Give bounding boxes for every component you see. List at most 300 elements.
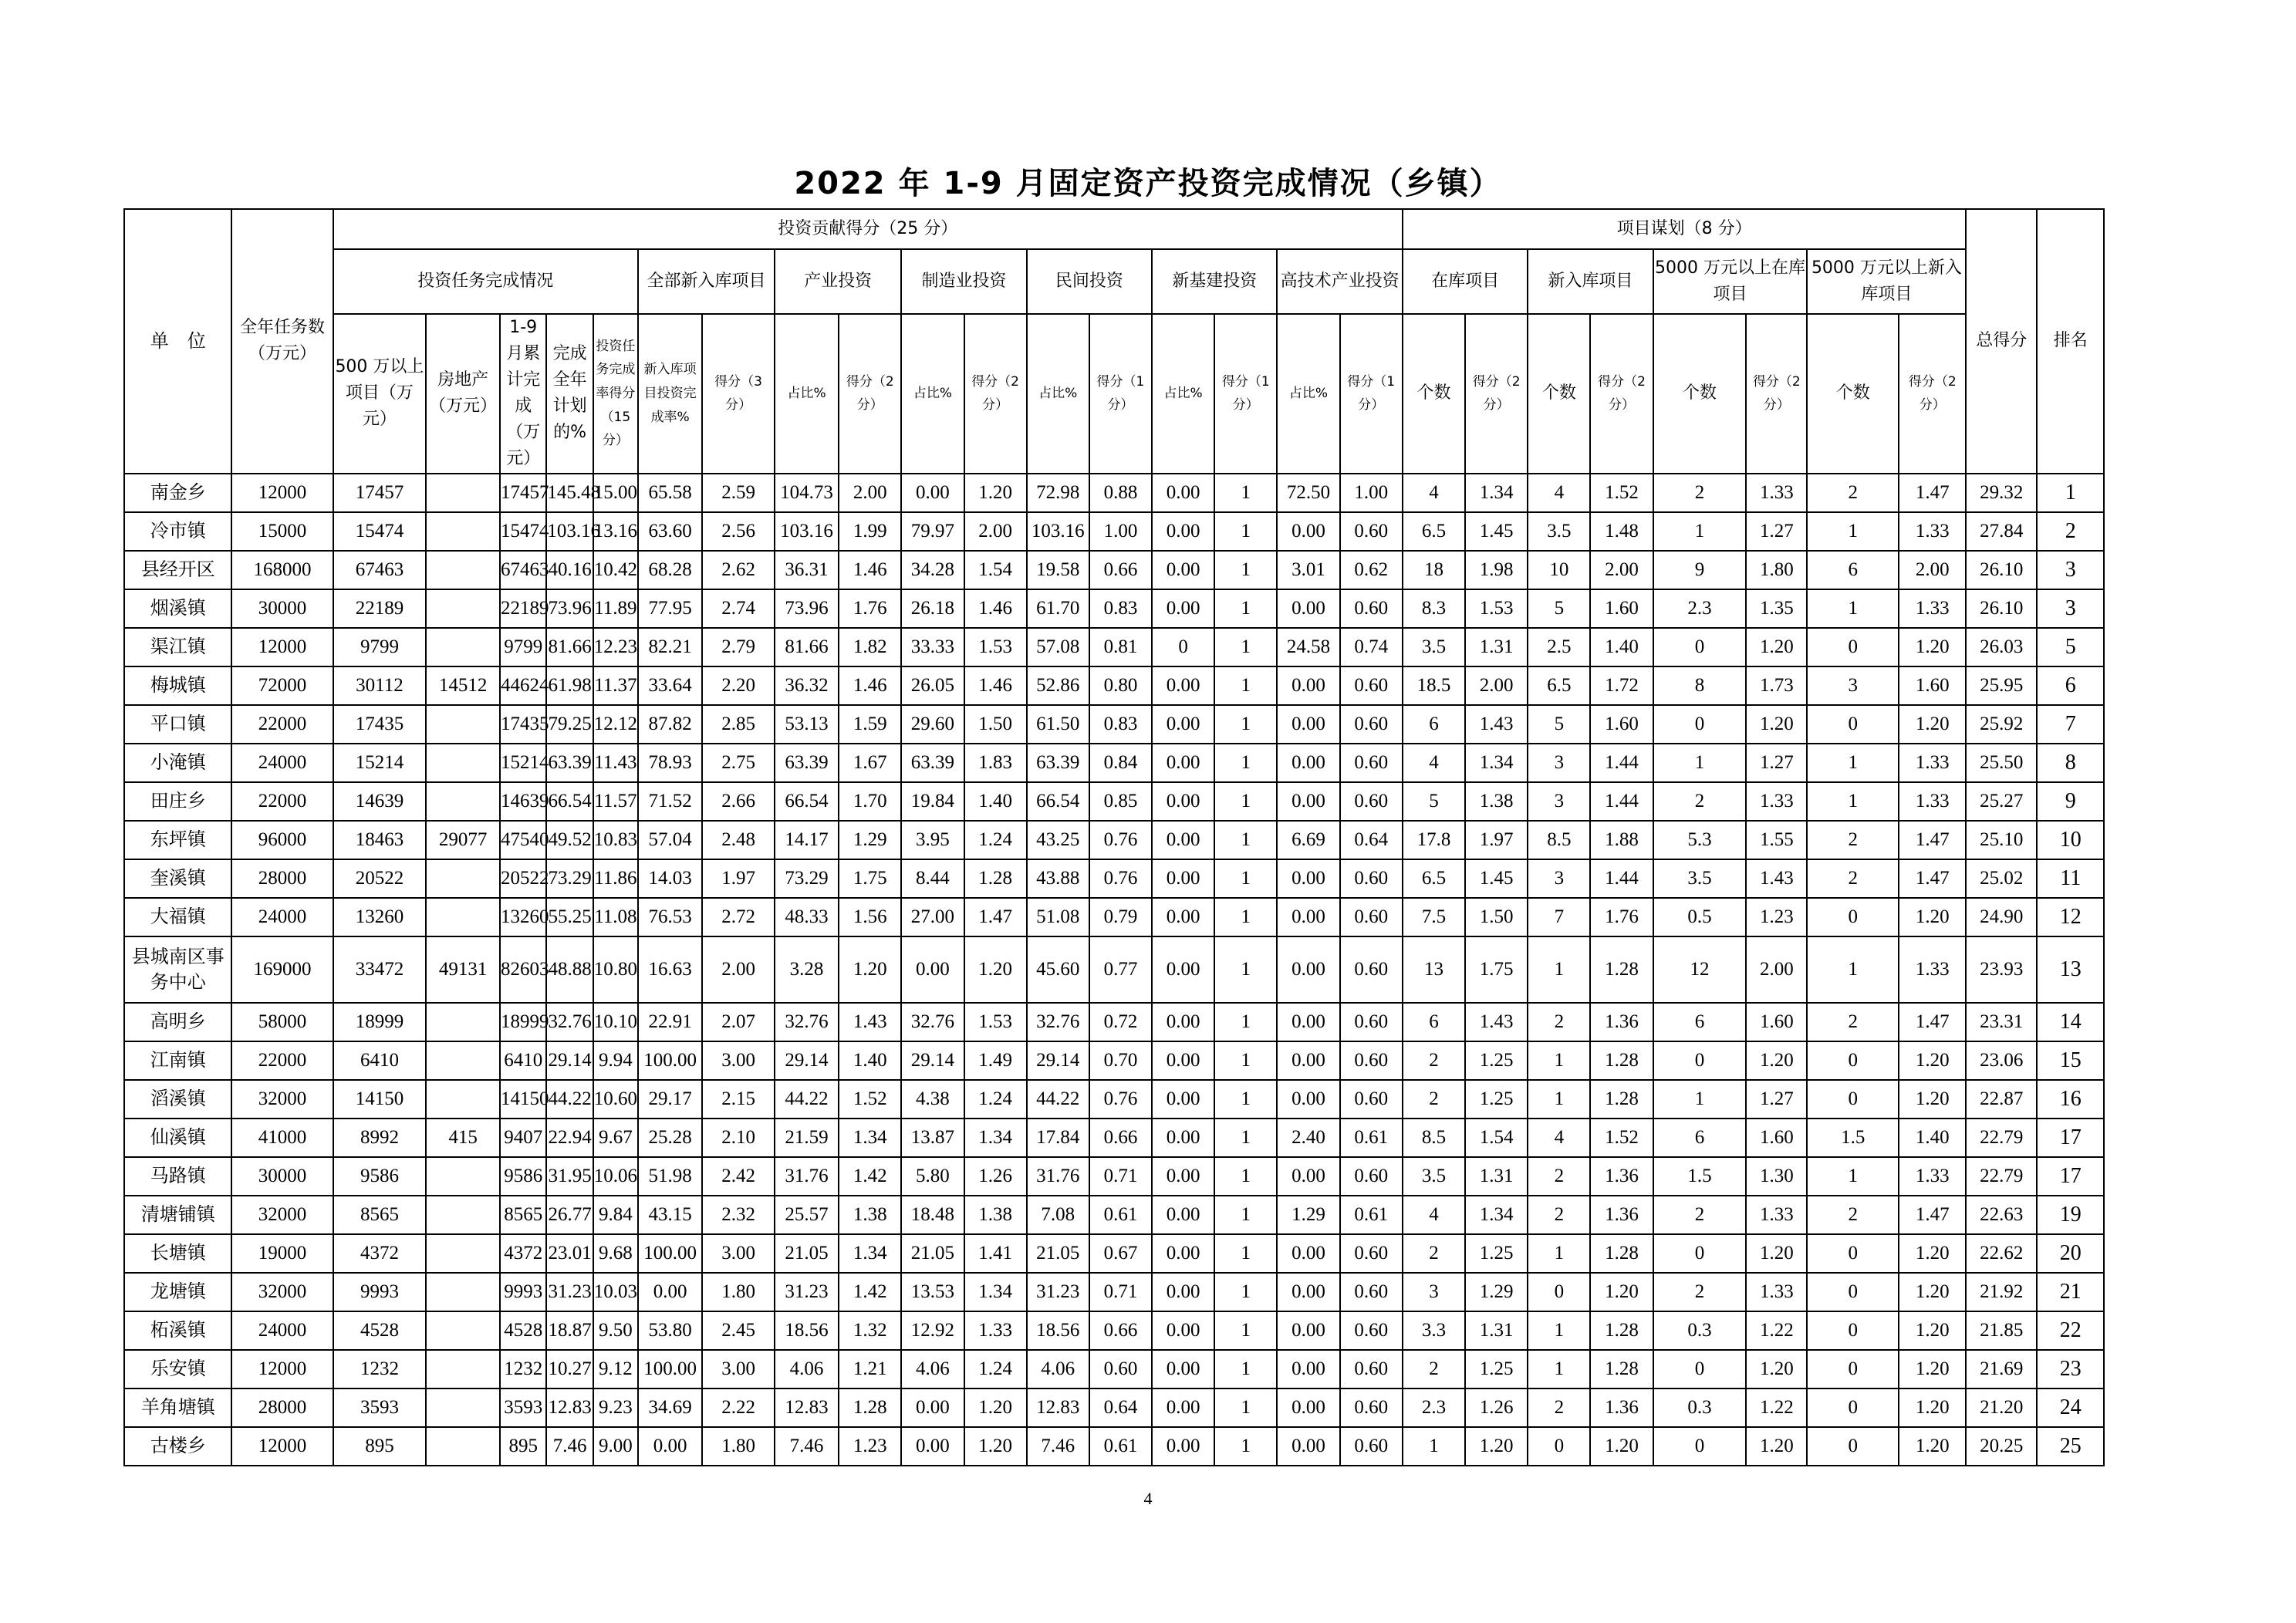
- header-manufacturing-score: 得分（2 分）: [964, 314, 1027, 474]
- table-cell: 0: [1807, 1234, 1899, 1273]
- table-cell: 9.00: [593, 1427, 638, 1466]
- table-row: [124, 821, 2172, 859]
- table-cell: 21.59: [775, 1119, 839, 1157]
- table-cell: 1.60: [1590, 705, 1653, 744]
- table-cell: 72000: [231, 666, 333, 705]
- rank-cell: 6: [2037, 666, 2104, 705]
- table-body: [124, 474, 2172, 1466]
- unit-name-cell: 烟溪镇: [124, 589, 231, 628]
- table-cell: 1.33: [1899, 782, 1966, 821]
- table-cell: 0.00: [1152, 512, 1214, 551]
- table-cell: 14150: [333, 1080, 427, 1119]
- unit-name-cell: 清塘铺镇: [124, 1196, 231, 1234]
- table-cell: 1.38: [839, 1196, 901, 1234]
- table-cell: [426, 551, 500, 589]
- table-cell: 1.47: [1899, 859, 1966, 898]
- header-above-5m: 500 万以上项目（万元）: [333, 314, 427, 474]
- unit-name-cell: 古楼乡: [124, 1427, 231, 1466]
- header-industry-score: 得分（2 分）: [839, 314, 901, 474]
- table-cell: 100.00: [638, 1041, 702, 1080]
- table-cell: 29.32: [1966, 474, 2037, 512]
- table-cell: 2.85: [702, 705, 775, 744]
- table-cell: 0: [1807, 1311, 1899, 1350]
- table-row: [124, 589, 2172, 628]
- table-cell: 4.06: [901, 1350, 964, 1388]
- table-cell: 0.84: [1089, 744, 1152, 782]
- rank-cell: 3: [2037, 589, 2104, 628]
- header-manufacturing: 制造业投资: [901, 249, 1026, 314]
- table-cell: 895: [500, 1427, 546, 1466]
- table-cell: 0.72: [1089, 1003, 1152, 1041]
- table-cell: 48.33: [775, 898, 839, 936]
- table-cell: 2.10: [702, 1119, 775, 1157]
- table-cell: 21.05: [901, 1234, 964, 1273]
- table-cell: 0.76: [1089, 821, 1152, 859]
- table-cell: 1.20: [1899, 1234, 1966, 1273]
- table-cell: 0.00: [1152, 1427, 1214, 1466]
- table-cell: 1.53: [1465, 589, 1528, 628]
- table-cell: 17457: [500, 474, 546, 512]
- table-cell: 49.52: [546, 821, 593, 859]
- header-industry-share: 占比%: [775, 314, 839, 474]
- table-cell: 6.69: [1277, 821, 1339, 859]
- table-cell: 53.13: [775, 705, 839, 744]
- table-cell: 9.50: [593, 1311, 638, 1350]
- table-cell: 3: [1528, 782, 1590, 821]
- table-cell: 12000: [231, 474, 333, 512]
- header-new-in-db-count: 个数: [1528, 314, 1590, 474]
- table-cell: 43.25: [1027, 821, 1089, 859]
- table-cell: 0.00: [1277, 1041, 1339, 1080]
- table-cell: 0.00: [901, 936, 964, 1003]
- table-cell: 28000: [231, 859, 333, 898]
- table-cell: 1: [1214, 936, 1277, 1003]
- table-cell: 1: [1807, 782, 1899, 821]
- table-cell: 1: [1214, 859, 1277, 898]
- table-cell: 14639: [500, 782, 546, 821]
- table-cell: 23.93: [1966, 936, 2037, 1003]
- table-cell: 1.34: [839, 1234, 901, 1273]
- table-cell: 10.42: [593, 551, 638, 589]
- table-cell: 10.10: [593, 1003, 638, 1041]
- table-cell: 1.54: [1465, 1119, 1528, 1157]
- table-cell: 0.00: [1152, 551, 1214, 589]
- table-cell: 13.16: [593, 512, 638, 551]
- table-cell: 2.15: [702, 1080, 775, 1119]
- table-cell: [426, 1350, 500, 1388]
- table-cell: 1.52: [839, 1080, 901, 1119]
- table-cell: 21.92: [1966, 1273, 2037, 1311]
- table-cell: 1.50: [1465, 898, 1528, 936]
- unit-name-cell: 冷市镇: [124, 512, 231, 551]
- table-cell: 1.47: [1899, 474, 1966, 512]
- table-cell: 1.35: [1746, 589, 1807, 628]
- table-row: [124, 1003, 2172, 1041]
- table-cell: 7.08: [1027, 1196, 1089, 1234]
- table-cell: 3.5: [1403, 628, 1465, 666]
- table-cell: [426, 898, 500, 936]
- table-cell: 1.28: [1590, 1311, 1653, 1350]
- table-cell: 3.5: [1528, 512, 1590, 551]
- rank-cell: 17: [2037, 1157, 2104, 1196]
- table-cell: 5.3: [1653, 821, 1747, 859]
- table-cell: 29.14: [546, 1041, 593, 1080]
- table-cell: 29077: [426, 821, 500, 859]
- table-cell: 1.60: [1746, 1119, 1807, 1157]
- table-cell: 12.83: [546, 1388, 593, 1427]
- table-cell: 14.03: [638, 859, 702, 898]
- table-cell: 0.00: [1152, 1041, 1214, 1080]
- table-cell: 7: [1528, 898, 1590, 936]
- table-cell: 9799: [500, 628, 546, 666]
- table-cell: 0.00: [1277, 666, 1339, 705]
- table-cell: 0: [1807, 1350, 1899, 1388]
- table-cell: 13.87: [901, 1119, 964, 1157]
- table-cell: 52.86: [1027, 666, 1089, 705]
- table-cell: 87.82: [638, 705, 702, 744]
- unit-name-cell: 平口镇: [124, 705, 231, 744]
- table-cell: 31.23: [546, 1273, 593, 1311]
- header-hightech: 高技术产业投资: [1277, 249, 1403, 314]
- header-total: 总得分: [1966, 209, 2037, 474]
- table-cell: 20.25: [1966, 1427, 2037, 1466]
- table-cell: 0.70: [1089, 1041, 1152, 1080]
- table-cell: 3.00: [702, 1350, 775, 1388]
- table-cell: 0.00: [1277, 1157, 1339, 1196]
- table-cell: 43.88: [1027, 859, 1089, 898]
- unit-name-cell: 龙塘镇: [124, 1273, 231, 1311]
- table-row: [124, 1427, 2172, 1466]
- rank-cell: 21: [2037, 1273, 2104, 1311]
- table-cell: 0: [1807, 898, 1899, 936]
- table-cell: 40.16: [546, 551, 593, 589]
- table-cell: 22189: [333, 589, 427, 628]
- table-cell: 6.5: [1403, 859, 1465, 898]
- table-cell: 1.25: [1465, 1350, 1528, 1388]
- table-cell: 18.48: [901, 1196, 964, 1234]
- table-cell: 1: [1528, 936, 1590, 1003]
- table-cell: 1.20: [1899, 1273, 1966, 1311]
- table-cell: 2.74: [702, 589, 775, 628]
- table-cell: 0.00: [1277, 589, 1339, 628]
- table-cell: 1: [1528, 1080, 1590, 1119]
- table-cell: 67463: [500, 551, 546, 589]
- table-cell: 10.27: [546, 1350, 593, 1388]
- table-cell: 22000: [231, 782, 333, 821]
- table-cell: 6410: [500, 1041, 546, 1080]
- table-cell: 6: [1403, 705, 1465, 744]
- header-new-db-rate: 新入库项目投资完成率%: [638, 314, 702, 474]
- header-new-infra-share: 占比%: [1152, 314, 1214, 474]
- table-cell: 1.28: [964, 859, 1027, 898]
- table-cell: 25.50: [1966, 744, 2037, 782]
- table-cell: 5: [1528, 589, 1590, 628]
- table-cell: 0: [1528, 1273, 1590, 1311]
- table-cell: 1: [1807, 1157, 1899, 1196]
- table-cell: 17435: [500, 705, 546, 744]
- table-cell: 1.26: [1465, 1388, 1528, 1427]
- table-cell: 18.87: [546, 1311, 593, 1350]
- header-big-in-db-count: 个数: [1653, 314, 1747, 474]
- table-cell: 0: [1807, 705, 1899, 744]
- table-cell: 1.53: [964, 628, 1027, 666]
- table-cell: 3: [1528, 859, 1590, 898]
- rank-cell: 22: [2037, 1311, 2104, 1350]
- table-cell: 2.56: [702, 512, 775, 551]
- table-cell: 2: [1403, 1350, 1465, 1388]
- table-cell: [426, 589, 500, 628]
- table-cell: 0.85: [1089, 782, 1152, 821]
- table-cell: 1.20: [1746, 1350, 1807, 1388]
- table-cell: 3593: [500, 1388, 546, 1427]
- table-cell: 6.5: [1528, 666, 1590, 705]
- table-cell: 1.21: [839, 1350, 901, 1388]
- table-cell: 1.24: [964, 821, 1027, 859]
- table-cell: 66.54: [546, 782, 593, 821]
- table-cell: 4.06: [1027, 1350, 1089, 1388]
- table-cell: 1.5: [1653, 1157, 1747, 1196]
- unit-name-cell: 滔溪镇: [124, 1080, 231, 1119]
- table-cell: 2: [1403, 1041, 1465, 1080]
- table-cell: [426, 859, 500, 898]
- table-cell: 1.40: [839, 1041, 901, 1080]
- table-cell: 14512: [426, 666, 500, 705]
- table-cell: 12: [1653, 936, 1747, 1003]
- table-cell: 895: [333, 1427, 427, 1466]
- table-cell: 1.33: [1899, 589, 1966, 628]
- table-cell: 51.08: [1027, 898, 1089, 936]
- table-cell: 66.54: [775, 782, 839, 821]
- table-cell: 0.71: [1089, 1273, 1152, 1311]
- table-cell: 103.16: [546, 512, 593, 551]
- table-cell: 2.48: [702, 821, 775, 859]
- table-cell: 44.22: [775, 1080, 839, 1119]
- table-cell: 25.95: [1966, 666, 2037, 705]
- unit-name-cell: 小淹镇: [124, 744, 231, 782]
- table-cell: 1.20: [1899, 1388, 1966, 1427]
- rank-cell: 23: [2037, 1350, 2104, 1388]
- table-cell: 33472: [333, 936, 427, 1003]
- table-cell: 24000: [231, 1311, 333, 1350]
- table-cell: 2: [1807, 859, 1899, 898]
- table-cell: 1.70: [839, 782, 901, 821]
- table-cell: 103.16: [775, 512, 839, 551]
- table-cell: 0.00: [1277, 1080, 1339, 1119]
- table-cell: 2: [1528, 1196, 1590, 1234]
- table-cell: 0.60: [1340, 898, 1403, 936]
- header-cumulative: 1-9 月累计完成（万元）: [500, 314, 546, 474]
- table-cell: 1: [1807, 589, 1899, 628]
- table-cell: 1.40: [1899, 1119, 1966, 1157]
- table-cell: 19.58: [1027, 551, 1089, 589]
- table-cell: 2: [1653, 782, 1747, 821]
- table-cell: 1: [1528, 1350, 1590, 1388]
- table-cell: 44624: [500, 666, 546, 705]
- table-cell: 0.60: [1340, 1157, 1403, 1196]
- table-cell: 7.5: [1403, 898, 1465, 936]
- table-cell: 0.5: [1653, 898, 1747, 936]
- table-cell: 31.23: [1027, 1273, 1089, 1311]
- table-cell: 1.27: [1746, 1080, 1807, 1119]
- table-cell: 0.62: [1340, 551, 1403, 589]
- table-cell: 6: [1653, 1003, 1747, 1041]
- table-cell: 1.99: [839, 512, 901, 551]
- rank-cell: 19: [2037, 1196, 2104, 1234]
- table-cell: 67463: [333, 551, 427, 589]
- table-cell: 1.43: [839, 1003, 901, 1041]
- unit-name-cell: 江南镇: [124, 1041, 231, 1080]
- table-cell: 2.62: [702, 551, 775, 589]
- table-cell: 1: [1214, 1388, 1277, 1427]
- table-row: [124, 1350, 2172, 1388]
- table-cell: 0.00: [1277, 782, 1339, 821]
- table-cell: 1: [1214, 1427, 1277, 1466]
- table-cell: 73.29: [546, 859, 593, 898]
- table-cell: 1.00: [1340, 474, 1403, 512]
- table-cell: 27.00: [901, 898, 964, 936]
- table-cell: 61.50: [1027, 705, 1089, 744]
- table-cell: 1.41: [964, 1234, 1027, 1273]
- table-cell: 0.00: [1152, 705, 1214, 744]
- table-cell: 4: [1528, 474, 1590, 512]
- table-cell: 0.81: [1089, 628, 1152, 666]
- table-cell: 100.00: [638, 1350, 702, 1388]
- table-cell: 6410: [333, 1041, 427, 1080]
- page-title: 2022 年 1-9 月固定资产投资完成情况（乡镇）: [794, 166, 1502, 201]
- table-cell: 0.00: [1152, 859, 1214, 898]
- table-cell: 1: [1214, 1003, 1277, 1041]
- table-cell: 0.00: [1152, 1388, 1214, 1427]
- table-cell: 1.47: [964, 898, 1027, 936]
- table-cell: 1.97: [1465, 821, 1528, 859]
- table-cell: 4528: [500, 1311, 546, 1350]
- table-cell: 15214: [333, 744, 427, 782]
- table-cell: 0.83: [1089, 589, 1152, 628]
- table-cell: 17.8: [1403, 821, 1465, 859]
- table-cell: 22.63: [1966, 1196, 2037, 1234]
- table-cell: 0.60: [1340, 666, 1403, 705]
- table-cell: 12.92: [901, 1311, 964, 1350]
- unit-name-cell: 乐安镇: [124, 1350, 231, 1388]
- table-cell: 1.80: [702, 1427, 775, 1466]
- unit-name-cell: 县经开区: [124, 551, 231, 589]
- table-cell: 1.36: [1590, 1003, 1653, 1041]
- header-new-in-db: 新入库项目: [1528, 249, 1653, 314]
- table-cell: 25.02: [1966, 859, 2037, 898]
- table-cell: 1.47: [1899, 1196, 1966, 1234]
- table-cell: 0: [1653, 1350, 1747, 1388]
- table-cell: 0.60: [1340, 1273, 1403, 1311]
- table-cell: 21.20: [1966, 1388, 2037, 1427]
- table-cell: 104.73: [775, 474, 839, 512]
- table-cell: 11.89: [593, 589, 638, 628]
- table-cell: 29.14: [775, 1041, 839, 1080]
- table-cell: 1.44: [1590, 859, 1653, 898]
- table-cell: 0.66: [1089, 551, 1152, 589]
- table-cell: 1.80: [702, 1273, 775, 1311]
- table-cell: 45.60: [1027, 936, 1089, 1003]
- rank-cell: 20: [2037, 1234, 2104, 1273]
- table-cell: 8565: [500, 1196, 546, 1234]
- table-cell: 6: [1403, 1003, 1465, 1041]
- table-cell: 1: [1214, 821, 1277, 859]
- table-cell: 1: [1807, 936, 1899, 1003]
- table-cell: 0.00: [1277, 859, 1339, 898]
- table-cell: 0.74: [1340, 628, 1403, 666]
- table-cell: 72.50: [1277, 474, 1339, 512]
- table-cell: 1: [1214, 628, 1277, 666]
- table-cell: 4: [1403, 1196, 1465, 1234]
- header-contribution-group: 投资贡献得分（25 分）: [333, 209, 1403, 249]
- table-cell: 3: [1807, 666, 1899, 705]
- table-cell: 0.00: [1277, 1427, 1339, 1466]
- table-cell: 1.34: [964, 1119, 1027, 1157]
- table-cell: 25.92: [1966, 705, 2037, 744]
- header-big-new-db-score: 得分（2 分）: [1899, 314, 1966, 474]
- table-cell: 1.73: [1746, 666, 1807, 705]
- table-cell: 0.3: [1653, 1311, 1747, 1350]
- unit-name-cell: 仙溪镇: [124, 1119, 231, 1157]
- table-cell: 2.79: [702, 628, 775, 666]
- table-cell: 1: [1214, 474, 1277, 512]
- table-cell: 24000: [231, 744, 333, 782]
- table-cell: 24000: [231, 898, 333, 936]
- table-cell: 1.20: [1899, 898, 1966, 936]
- table-cell: 1.33: [1899, 1157, 1966, 1196]
- table-cell: 1.80: [1746, 551, 1807, 589]
- header-task-completion: 投资任务完成情况: [333, 249, 638, 314]
- table-row: [124, 898, 2172, 936]
- table-cell: 3.95: [901, 821, 964, 859]
- table-cell: 0: [1807, 1273, 1899, 1311]
- table-cell: 51.98: [638, 1157, 702, 1196]
- table-cell: 0.00: [1277, 1388, 1339, 1427]
- table-cell: 4.06: [775, 1350, 839, 1388]
- table-cell: 1.82: [839, 628, 901, 666]
- header-planning-group: 项目谋划（8 分）: [1403, 209, 1967, 249]
- table-cell: 1.33: [1746, 782, 1807, 821]
- table-cell: 1.36: [1590, 1388, 1653, 1427]
- table-cell: 168000: [231, 551, 333, 589]
- table-cell: 1.23: [1746, 898, 1807, 936]
- table-cell: 2.3: [1403, 1388, 1465, 1427]
- header-in-db-count: 个数: [1403, 314, 1465, 474]
- table-cell: 72.98: [1027, 474, 1089, 512]
- table-cell: 6: [1807, 551, 1899, 589]
- table-cell: 1.31: [1465, 1157, 1528, 1196]
- table-cell: 8.44: [901, 859, 964, 898]
- header-manufacturing-share: 占比%: [901, 314, 964, 474]
- table-cell: 63.39: [901, 744, 964, 782]
- table-cell: 0.61: [1340, 1196, 1403, 1234]
- table-cell: 22.79: [1966, 1157, 2037, 1196]
- table-cell: 3: [1403, 1273, 1465, 1311]
- table-cell: 21.69: [1966, 1350, 2037, 1388]
- table-cell: [426, 1311, 500, 1350]
- table-cell: 57.08: [1027, 628, 1089, 666]
- table-cell: 1: [1528, 1041, 1590, 1080]
- table-cell: 1.44: [1590, 744, 1653, 782]
- table-row: [124, 551, 2172, 589]
- table-cell: 76.53: [638, 898, 702, 936]
- header-new-infra-score: 得分（1 分）: [1214, 314, 1277, 474]
- table-cell: 0.88: [1089, 474, 1152, 512]
- table-cell: 2.5: [1528, 628, 1590, 666]
- table-cell: 1.24: [964, 1080, 1027, 1119]
- table-cell: 1.36: [1590, 1157, 1653, 1196]
- table-row: [124, 936, 2172, 1003]
- table-cell: 1.22: [1746, 1388, 1807, 1427]
